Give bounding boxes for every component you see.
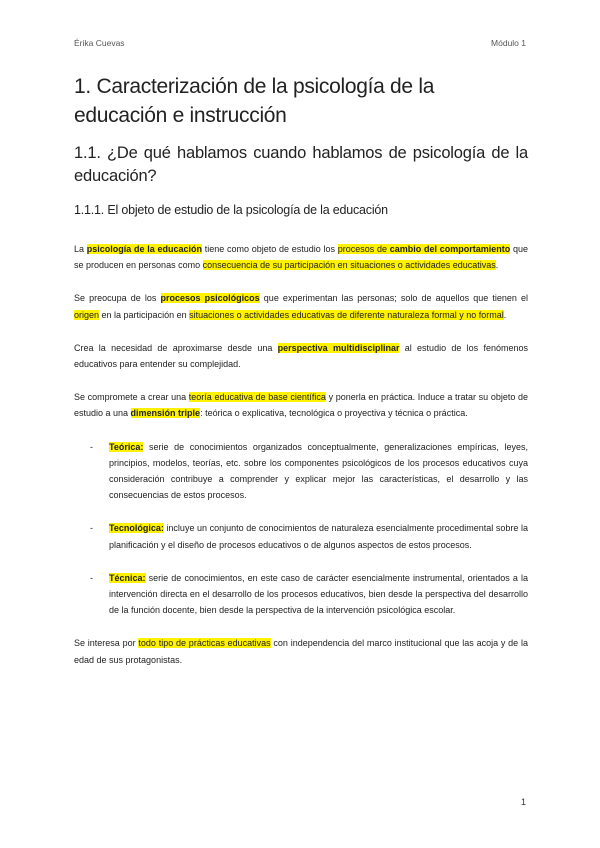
paragraph-1: La psicología de la educación tiene como objeto de estudio los procesos de cambio del comportamiento que se producen en personas como consecuencia de su participación en situaciones o actividades educativas.: [74, 244, 529, 271]
highlight: psicología de la educación: [86, 244, 202, 254]
highlight: dimensión triple: [130, 408, 201, 419]
paragraph-4: Se compromete a crear una teoría educativa de base científica y ponerla en práctica. Induce a tratar su objeto de estudio a una dimensión triple: teórica o explicativa, tecnológica o proyectiva y técnica o práctica.: [74, 392, 529, 419]
highlight: situaciones o actividades educativas de diferente naturaleza formal y no formal: [189, 309, 504, 320]
paragraph-3: Crea la necesidad de aproximarse desde una perspectiva multidisciplinar al estudio de los fenómenos educativos para entender su complejidad.: [74, 342, 528, 370]
highlight: Tecnológica:: [109, 523, 164, 534]
highlight: teoría educativa de base científica: [188, 392, 326, 403]
highlight: procesos psicológicos: [160, 293, 260, 304]
highlight: todo tipo de prácticas educativas: [138, 638, 271, 649]
list-item: - Teórica: serie de conocimientos organizados conceptualmente, generalizaciones empíricas, leyes, principios, modelos, teorías, etc. sobre los componentes psicológicos de los procesos educativos cuya consideración contribuye a comprender y explicar mejor las características, el desarrollo y las consecuencias de estos procesos.: [90, 441, 528, 501]
page-content: [74, 72, 528, 685]
highlight: consecuencia de su participación en situaciones o actividades educativas: [202, 260, 496, 271]
section-heading: 1.1. ¿De qué hablamos cuando hablamos de psicología de la educación?: [74, 144, 528, 185]
subsection-heading: 1.1.1. El objeto de estudio de la psicología de la educación: [74, 203, 388, 217]
page-header: [74, 38, 526, 50]
highlight: cambio del comportamiento: [389, 244, 511, 254]
author-name: Érika Cuevas: [74, 38, 125, 48]
highlight: origen: [74, 309, 100, 320]
paragraph-5: Se interesa por todo tipo de prácticas educativas con independencia del marco institucional que las acoja y de la edad de sus protagonistas.: [74, 638, 528, 665]
highlight: procesos de: [337, 244, 390, 254]
highlight: Teórica:: [109, 441, 144, 452]
highlight: Técnica:: [109, 572, 146, 583]
list-item: - Tecnológica: incluye un conjunto de conocimientos de naturaleza esencialmente procedimental sobre la planificación y el diseño de procesos educativos o de algunos aspectos de estos procesos.: [90, 523, 528, 550]
page-number: 1: [520, 797, 526, 807]
paragraph-2: Se preocupa de los procesos psicológicos que experimentan las personas; solo de aquellos que tienen el origen en la participación en situaciones o actividades educativas de diferente naturaleza formal y no formal.: [74, 293, 529, 320]
list-item: - Técnica: serie de conocimientos, en este caso de carácter esencialmente instrumental, orientados a la intervención directa en el desarrollo de los procesos educativos, bien desde la perspectiva del desarrollo de la función docente, bien desde la perspectiva de la intervención psicológica escolar.: [90, 572, 528, 616]
module-label: Módulo 1: [491, 38, 526, 48]
page-title: 1. Caracterización de la psicología de la educación e instrucción: [74, 75, 435, 127]
highlight: perspectiva multidisciplinar: [277, 342, 400, 353]
dimension-list: [74, 439, 528, 619]
